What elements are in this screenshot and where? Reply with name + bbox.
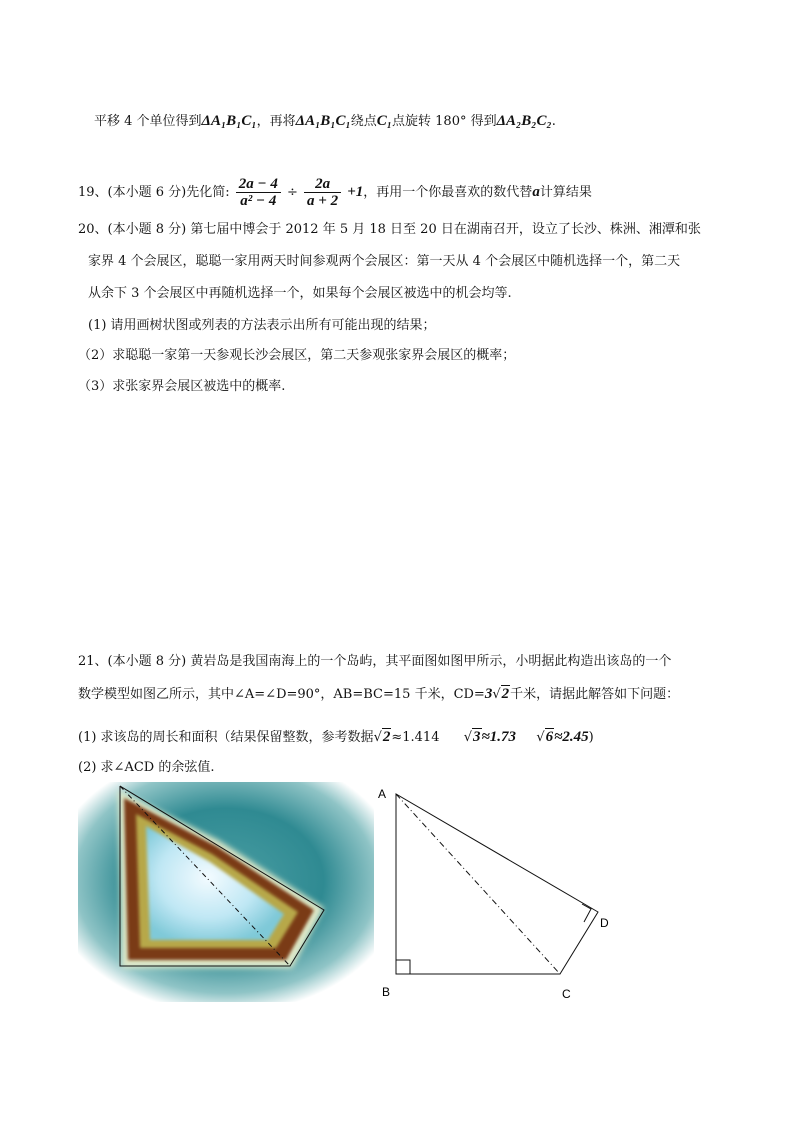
q19-fraction-2 <box>304 176 341 209</box>
quadrilateral-figure <box>376 782 616 1006</box>
q21-line-2 <box>78 684 679 705</box>
q21-sub-1 <box>78 727 594 748</box>
island-figure <box>78 782 374 1002</box>
q20-line-1: 20、(本小题 8 分) 第七届中博会于 2012 年 5 月 18 日至 20 日在湖南召开，设立了长沙、株洲、湘潭和张 <box>78 222 701 237</box>
q21-sub-2: (2) 求∠ACD 的余弦值. <box>78 760 215 775</box>
q21-sub1-end: ) <box>588 730 594 745</box>
sqrt-2-value: ≈1.414 <box>391 730 440 745</box>
sqrt-3-value: ≈1.73 <box>481 729 517 745</box>
q19-mid: ，再用一个你最喜欢的数代替 <box>363 185 533 200</box>
q21-cd-coefficient: 3 <box>484 686 493 702</box>
q20-sub-1: (1) 请用画树状图或列表的方法表示出所有可能出现的结果； <box>88 318 436 333</box>
quadrilateral-abcd <box>396 794 598 974</box>
top-text-5: . <box>551 114 556 129</box>
q19-variable: a <box>532 184 540 200</box>
top-line <box>94 111 556 132</box>
sqrt-3: √3 <box>463 729 481 745</box>
question-19 <box>78 174 592 211</box>
q19-divide-sign: ÷ <box>286 185 298 200</box>
top-text-1: 平移 4 个单位得到 <box>94 114 202 129</box>
diagonal-ac <box>396 794 560 974</box>
sqrt-6-radicand: 6 <box>545 729 554 745</box>
q21-sub1-a: (1) 求该岛的周长和面积（结果保留整数，参考数据 <box>78 730 374 745</box>
label-a: A <box>378 787 387 801</box>
q21-line-2-b: 千米，请据此解答如下问题： <box>510 687 680 702</box>
triangle-a1b1c1-second: ΔA₁B₁C₁ <box>295 113 351 129</box>
triangle-a1b1c1: ΔA₁B₁C₁ <box>201 113 257 129</box>
sqrt-6-value: ≈2.45 <box>554 729 589 745</box>
q20-sub-3: （3）求张家界会展区被选中的概率. <box>78 379 286 394</box>
q20-sub-2: （2）求聪聪一家第一天参观长沙会展区，第二天参观张家界会展区的概率； <box>78 348 516 363</box>
sqrt-6: √6 <box>536 729 554 745</box>
label-b: B <box>382 985 391 999</box>
q19-frac1-numerator: 2a − 4 <box>236 176 281 193</box>
top-text-4: 点旋转 180° 得到 <box>392 114 497 129</box>
q21-line-1: 21、(本小题 8 分) 黄岩岛是我国南海上的一个岛屿，其平面图如图甲所示，小明据此构造出该岛的一个 <box>78 654 672 669</box>
label-c: C <box>562 987 571 1001</box>
q19-frac2-denominator: a + 2 <box>307 193 339 209</box>
q19-frac2-numerator: 2a <box>304 176 341 193</box>
q19-plus-one: +1 <box>347 184 364 200</box>
q21-cd-sqrt: √2 <box>492 686 510 702</box>
sqrt-3-radicand: 3 <box>473 729 481 745</box>
q19-suffix: 计算结果 <box>539 185 592 200</box>
sqrt-2: √2 <box>373 729 391 745</box>
label-d: D <box>600 916 609 930</box>
right-angle-b <box>396 960 410 974</box>
q19-frac1-denominator: a² − 4 <box>240 193 277 209</box>
top-text-2: ，再将 <box>256 114 296 129</box>
q20-line-2: 家界 4 个会展区，聪聪一家用两天时间参观两个会展区：第一天从 4 个会展区中随机选择一个，第二天 <box>88 254 681 269</box>
q21-cd-radicand: 2 <box>501 686 510 702</box>
point-c1: C₁ <box>376 113 393 129</box>
sqrt-2-radicand: 2 <box>382 729 391 745</box>
q20-line-3: 从余下 3 个会展区中再随机选择一个，如果每个会展区被选中的机会均等. <box>88 286 512 301</box>
q19-fraction-1 <box>236 176 281 209</box>
triangle-a2b2c2: ΔA₂B₂C₂ <box>496 113 552 129</box>
q21-line-2-a: 数学模型如图乙所示，其中∠A=∠D=90°，AB=BC=15 千米，CD= <box>78 687 485 702</box>
q19-prefix: 19、(本小题 6 分)先化简: <box>78 185 230 200</box>
top-text-3: 绕点 <box>350 114 377 129</box>
